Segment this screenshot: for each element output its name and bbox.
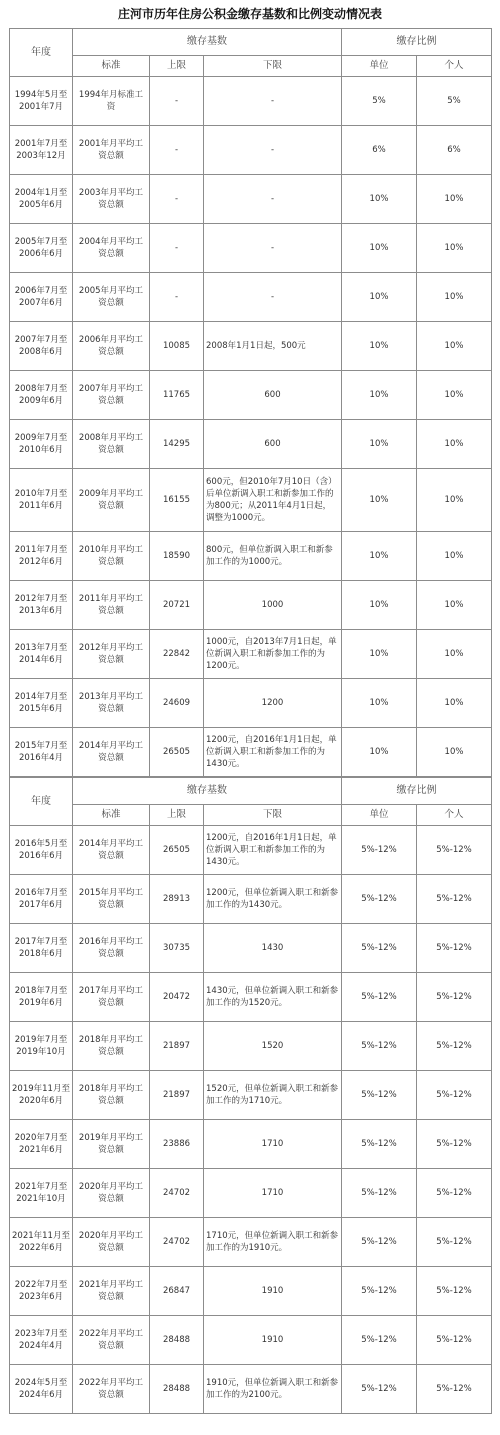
cell-lower: - bbox=[204, 224, 342, 273]
cell-unit: 5%-12% bbox=[342, 973, 417, 1022]
table-row bbox=[10, 1120, 492, 1169]
cell-lower: 1910 bbox=[204, 1267, 342, 1316]
cell-personal: 10% bbox=[417, 273, 492, 322]
table-row bbox=[10, 469, 492, 532]
cell-personal: 6% bbox=[417, 126, 492, 175]
cell-unit: 10% bbox=[342, 273, 417, 322]
cell-standard: 2001年月平均工资总额 bbox=[73, 126, 150, 175]
cell-unit: 5%-12% bbox=[342, 826, 417, 875]
cell-unit: 5%-12% bbox=[342, 1071, 417, 1120]
cell-standard: 2015年月平均工资总额 bbox=[73, 875, 150, 924]
cell-personal: 5%-12% bbox=[417, 1120, 492, 1169]
cell-unit: 5%-12% bbox=[342, 924, 417, 973]
cell-personal: 5%-12% bbox=[417, 1316, 492, 1365]
cell-lower: 1000元，自2013年7月1日起，单位新调入职工和新参加工作的为1200元。 bbox=[204, 630, 342, 679]
cell-lower: 1430元，但单位新调入职工和新参加工作的为1520元。 bbox=[204, 973, 342, 1022]
cell-year: 1994年5月至2001年7月 bbox=[10, 77, 73, 126]
cell-year: 2013年7月至2014年6月 bbox=[10, 630, 73, 679]
header-base: 缴存基数 bbox=[73, 29, 342, 56]
cell-unit: 10% bbox=[342, 532, 417, 581]
cell-unit: 10% bbox=[342, 322, 417, 371]
cell-standard: 2017年月平均工资总额 bbox=[73, 973, 150, 1022]
cell-upper: 14295 bbox=[150, 420, 204, 469]
cell-personal: 10% bbox=[417, 728, 492, 777]
cell-unit: 10% bbox=[342, 630, 417, 679]
table-row bbox=[10, 826, 492, 875]
header-unit: 单位 bbox=[342, 56, 417, 77]
table-row bbox=[10, 1316, 492, 1365]
cell-unit: 10% bbox=[342, 224, 417, 273]
cell-personal: 10% bbox=[417, 322, 492, 371]
cell-standard: 2014年月平均工资总额 bbox=[73, 826, 150, 875]
header-standard: 标准 bbox=[73, 56, 150, 77]
page-title: 庄河市历年住房公积金缴存基数和比例变动情况表 bbox=[117, 7, 382, 21]
table-row bbox=[10, 924, 492, 973]
cell-personal: 5%-12% bbox=[417, 1071, 492, 1120]
cell-lower: - bbox=[204, 77, 342, 126]
cell-personal: 5%-12% bbox=[417, 1218, 492, 1267]
cell-unit: 5%-12% bbox=[342, 875, 417, 924]
cell-year: 2011年7月至2012年6月 bbox=[10, 532, 73, 581]
header-year: 年度 bbox=[10, 778, 73, 826]
cell-lower: 1200元，自2016年1月1日起，单位新调入职工和新参加工作的为1430元。 bbox=[204, 728, 342, 777]
cell-personal: 5%-12% bbox=[417, 1022, 492, 1071]
cell-upper: 23886 bbox=[150, 1120, 204, 1169]
cell-upper: - bbox=[150, 175, 204, 224]
cell-lower: 600元，但2010年7月10日（含）后单位新调入职工和新参加工作的为800元；从2011年4月1日起，调整为1000元。 bbox=[204, 469, 342, 532]
cell-upper: 28913 bbox=[150, 875, 204, 924]
header-standard: 标准 bbox=[73, 805, 150, 826]
cell-unit: 10% bbox=[342, 728, 417, 777]
cell-lower: 1910元，但单位新调入职工和新参加工作的为2100元。 bbox=[204, 1365, 342, 1414]
cell-lower: 1710 bbox=[204, 1169, 342, 1218]
cell-lower: 1430 bbox=[204, 924, 342, 973]
table-row bbox=[10, 1169, 492, 1218]
cell-unit: 6% bbox=[342, 126, 417, 175]
cell-year: 2009年7月至2010年6月 bbox=[10, 420, 73, 469]
cell-upper: - bbox=[150, 126, 204, 175]
cell-unit: 5%-12% bbox=[342, 1218, 417, 1267]
cell-standard: 1994年月标准工资 bbox=[73, 77, 150, 126]
table-row bbox=[10, 1218, 492, 1267]
cell-upper: 22842 bbox=[150, 630, 204, 679]
cell-standard: 2011年月平均工资总额 bbox=[73, 581, 150, 630]
cell-year: 2018年7月至2019年6月 bbox=[10, 973, 73, 1022]
cell-upper: 26847 bbox=[150, 1267, 204, 1316]
cell-lower: 600 bbox=[204, 371, 342, 420]
cell-personal: 10% bbox=[417, 371, 492, 420]
table-row bbox=[10, 77, 492, 126]
cell-standard: 2012年月平均工资总额 bbox=[73, 630, 150, 679]
cell-unit: 5%-12% bbox=[342, 1169, 417, 1218]
cell-lower: 1520 bbox=[204, 1022, 342, 1071]
header-upper: 上限 bbox=[150, 805, 204, 826]
cell-upper: 21897 bbox=[150, 1022, 204, 1071]
table-row bbox=[10, 1071, 492, 1120]
cell-unit: 10% bbox=[342, 679, 417, 728]
header-unit: 单位 bbox=[342, 805, 417, 826]
cell-upper: 20472 bbox=[150, 973, 204, 1022]
table-row bbox=[10, 630, 492, 679]
cell-personal: 10% bbox=[417, 532, 492, 581]
table-row bbox=[10, 273, 492, 322]
table-row bbox=[10, 875, 492, 924]
header-year: 年度 bbox=[10, 29, 73, 77]
cell-upper: - bbox=[150, 273, 204, 322]
table-row bbox=[10, 371, 492, 420]
table-row bbox=[10, 973, 492, 1022]
cell-upper: 24609 bbox=[150, 679, 204, 728]
table-row bbox=[10, 1365, 492, 1414]
cell-standard: 2008年月平均工资总额 bbox=[73, 420, 150, 469]
cell-personal: 5%-12% bbox=[417, 875, 492, 924]
cell-upper: 26505 bbox=[150, 826, 204, 875]
cell-standard: 2010年月平均工资总额 bbox=[73, 532, 150, 581]
cell-unit: 10% bbox=[342, 469, 417, 532]
cell-standard: 2004年月平均工资总额 bbox=[73, 224, 150, 273]
cell-standard: 2018年月平均工资总额 bbox=[73, 1022, 150, 1071]
cell-year: 2017年7月至2018年6月 bbox=[10, 924, 73, 973]
cell-standard: 2013年月平均工资总额 bbox=[73, 679, 150, 728]
cell-personal: 5% bbox=[417, 77, 492, 126]
cell-unit: 10% bbox=[342, 175, 417, 224]
cell-standard: 2005年月平均工资总额 bbox=[73, 273, 150, 322]
cell-upper: 24702 bbox=[150, 1169, 204, 1218]
cell-year: 2020年7月至2021年6月 bbox=[10, 1120, 73, 1169]
cell-lower: - bbox=[204, 126, 342, 175]
cell-year: 2019年7月至2019年10月 bbox=[10, 1022, 73, 1071]
cell-lower: 600 bbox=[204, 420, 342, 469]
cell-unit: 5%-12% bbox=[342, 1267, 417, 1316]
cell-standard: 2007年月平均工资总额 bbox=[73, 371, 150, 420]
cell-upper: 10085 bbox=[150, 322, 204, 371]
cell-year: 2016年7月至2017年6月 bbox=[10, 875, 73, 924]
cell-lower: 2008年1月1日起，500元 bbox=[204, 322, 342, 371]
cell-personal: 10% bbox=[417, 630, 492, 679]
cell-standard: 2019年月平均工资总额 bbox=[73, 1120, 150, 1169]
cell-year: 2016年5月至2016年6月 bbox=[10, 826, 73, 875]
cell-standard: 2020年月平均工资总额 bbox=[73, 1169, 150, 1218]
contribution-table-1 bbox=[9, 28, 492, 777]
cell-upper: 20721 bbox=[150, 581, 204, 630]
cell-standard: 2018年月平均工资总额 bbox=[73, 1071, 150, 1120]
cell-year: 2023年7月至2024年4月 bbox=[10, 1316, 73, 1365]
header-personal: 个人 bbox=[417, 56, 492, 77]
cell-personal: 5%-12% bbox=[417, 924, 492, 973]
cell-year: 2014年7月至2015年6月 bbox=[10, 679, 73, 728]
table-row bbox=[10, 126, 492, 175]
cell-personal: 5%-12% bbox=[417, 973, 492, 1022]
cell-unit: 5%-12% bbox=[342, 1022, 417, 1071]
cell-personal: 10% bbox=[417, 420, 492, 469]
table-row bbox=[10, 679, 492, 728]
cell-lower: - bbox=[204, 273, 342, 322]
cell-year: 2008年7月至2009年6月 bbox=[10, 371, 73, 420]
cell-year: 2012年7月至2013年6月 bbox=[10, 581, 73, 630]
cell-standard: 2021年月平均工资总额 bbox=[73, 1267, 150, 1316]
cell-unit: 5%-12% bbox=[342, 1316, 417, 1365]
table-row bbox=[10, 420, 492, 469]
cell-upper: 28488 bbox=[150, 1316, 204, 1365]
cell-unit: 5%-12% bbox=[342, 1120, 417, 1169]
cell-lower: 1520元，但单位新调入职工和新参加工作的为1710元。 bbox=[204, 1071, 342, 1120]
cell-lower: 1200 bbox=[204, 679, 342, 728]
cell-lower: 1200元，但单位新调入职工和新参加工作的为1430元。 bbox=[204, 875, 342, 924]
cell-upper: 26505 bbox=[150, 728, 204, 777]
cell-personal: 10% bbox=[417, 224, 492, 273]
cell-standard: 2022年月平均工资总额 bbox=[73, 1316, 150, 1365]
table-row bbox=[10, 322, 492, 371]
cell-year: 2006年7月至2007年6月 bbox=[10, 273, 73, 322]
cell-standard: 2003年月平均工资总额 bbox=[73, 175, 150, 224]
table-row bbox=[10, 224, 492, 273]
cell-upper: 18590 bbox=[150, 532, 204, 581]
cell-personal: 10% bbox=[417, 581, 492, 630]
table-row bbox=[10, 728, 492, 777]
cell-standard: 2006年月平均工资总额 bbox=[73, 322, 150, 371]
table-row bbox=[10, 1022, 492, 1071]
cell-upper: 30735 bbox=[150, 924, 204, 973]
table-row bbox=[10, 175, 492, 224]
table-row bbox=[10, 581, 492, 630]
cell-standard: 2022年月平均工资总额 bbox=[73, 1365, 150, 1414]
cell-year: 2021年7月至2021年10月 bbox=[10, 1169, 73, 1218]
cell-lower: 1200元，自2016年1月1日起，单位新调入职工和新参加工作的为1430元。 bbox=[204, 826, 342, 875]
contribution-table-2 bbox=[9, 777, 492, 1414]
table-row bbox=[10, 532, 492, 581]
cell-year: 2024年5月至2024年6月 bbox=[10, 1365, 73, 1414]
header-ratio: 缴存比例 bbox=[342, 29, 492, 56]
cell-personal: 10% bbox=[417, 469, 492, 532]
cell-lower: - bbox=[204, 175, 342, 224]
cell-year: 2021年11月至2022年6月 bbox=[10, 1218, 73, 1267]
cell-upper: 28488 bbox=[150, 1365, 204, 1414]
cell-upper: 21897 bbox=[150, 1071, 204, 1120]
header-personal: 个人 bbox=[417, 805, 492, 826]
cell-upper: 16155 bbox=[150, 469, 204, 532]
cell-lower: 1710 bbox=[204, 1120, 342, 1169]
cell-unit: 5%-12% bbox=[342, 1365, 417, 1414]
cell-unit: 10% bbox=[342, 420, 417, 469]
cell-lower: 1000 bbox=[204, 581, 342, 630]
cell-unit: 10% bbox=[342, 581, 417, 630]
cell-year: 2019年11月至2020年6月 bbox=[10, 1071, 73, 1120]
cell-year: 2001年7月至2003年12月 bbox=[10, 126, 73, 175]
cell-lower: 1910 bbox=[204, 1316, 342, 1365]
header-upper: 上限 bbox=[150, 56, 204, 77]
cell-unit: 10% bbox=[342, 371, 417, 420]
cell-lower: 1710元，但单位新调入职工和新参加工作的为1910元。 bbox=[204, 1218, 342, 1267]
cell-unit: 5% bbox=[342, 77, 417, 126]
cell-personal: 5%-12% bbox=[417, 826, 492, 875]
cell-personal: 5%-12% bbox=[417, 1365, 492, 1414]
cell-personal: 10% bbox=[417, 679, 492, 728]
cell-upper: 24702 bbox=[150, 1218, 204, 1267]
cell-personal: 5%-12% bbox=[417, 1169, 492, 1218]
cell-upper: - bbox=[150, 224, 204, 273]
header-base: 缴存基数 bbox=[73, 778, 342, 805]
cell-year: 2004年1月至2005年6月 bbox=[10, 175, 73, 224]
cell-standard: 2016年月平均工资总额 bbox=[73, 924, 150, 973]
cell-standard: 2014年月平均工资总额 bbox=[73, 728, 150, 777]
header-lower: 下限 bbox=[204, 805, 342, 826]
cell-upper: 11765 bbox=[150, 371, 204, 420]
table-row bbox=[10, 1267, 492, 1316]
header-lower: 下限 bbox=[204, 56, 342, 77]
cell-year: 2022年7月至2023年6月 bbox=[10, 1267, 73, 1316]
cell-year: 2015年7月至2016年4月 bbox=[10, 728, 73, 777]
cell-personal: 10% bbox=[417, 175, 492, 224]
cell-year: 2010年7月至2011年6月 bbox=[10, 469, 73, 532]
cell-standard: 2009年月平均工资总额 bbox=[73, 469, 150, 532]
header-ratio: 缴存比例 bbox=[342, 778, 492, 805]
cell-year: 2005年7月至2006年6月 bbox=[10, 224, 73, 273]
cell-upper: - bbox=[150, 77, 204, 126]
cell-year: 2007年7月至2008年6月 bbox=[10, 322, 73, 371]
cell-personal: 5%-12% bbox=[417, 1267, 492, 1316]
cell-lower: 800元，但单位新调入职工和新参加工作的为1000元。 bbox=[204, 532, 342, 581]
cell-standard: 2020年月平均工资总额 bbox=[73, 1218, 150, 1267]
